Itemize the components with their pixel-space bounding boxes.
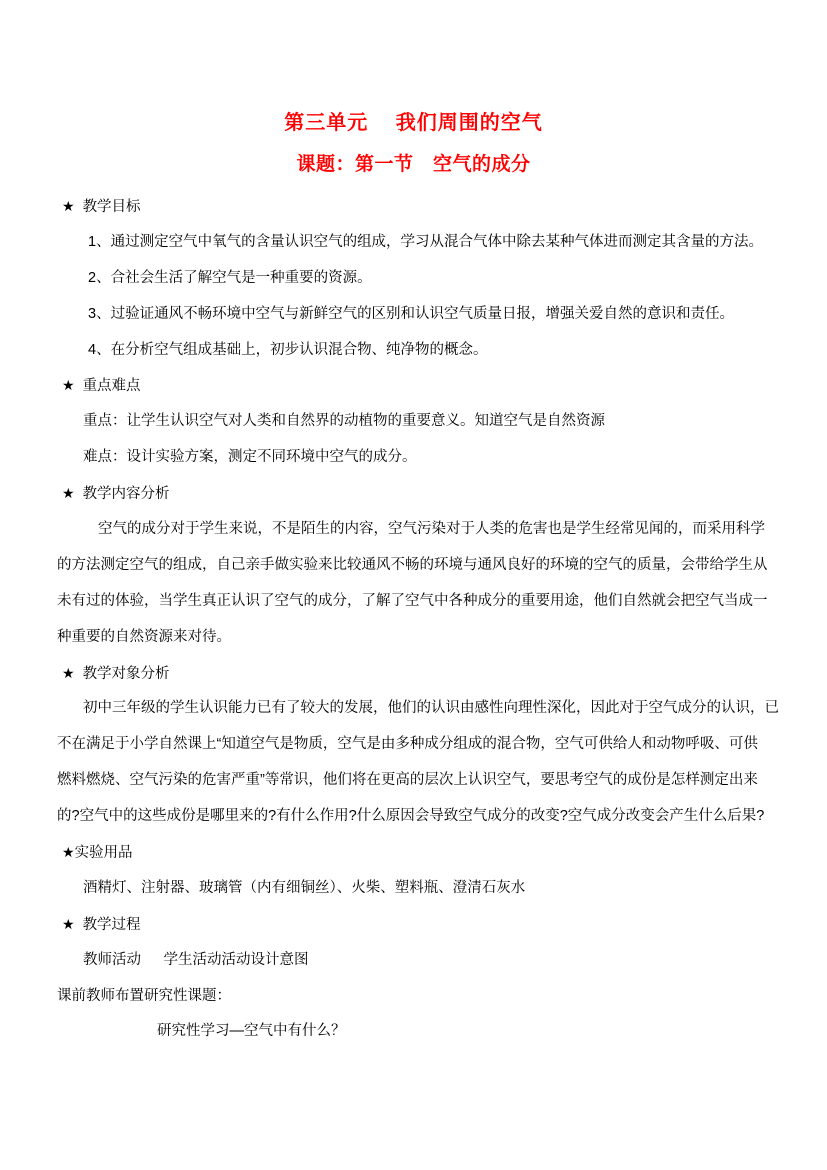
section-heading-key-difficult — [57, 368, 769, 404]
content-analysis-line-4: 种重要的自然资源来对待。 — [57, 628, 231, 645]
section-heading-learner-analysis — [57, 656, 769, 692]
learner-analysis-line-3: 燃料燃烧、空气污染的危害严重”等常识，他们将在更高的层次上认识空气，要思考空气的成份是怎样测定出来 — [57, 772, 758, 789]
unit-title: 第三单元 我们周围的空气 — [284, 112, 543, 134]
heading-text: 教学过程 — [82, 916, 141, 933]
star-bullet-icon: ★ — [62, 485, 75, 502]
heading-text: 教学对象分析 — [82, 665, 170, 682]
section-heading-content-analysis — [57, 476, 769, 512]
section-heading-process — [57, 907, 769, 943]
materials-line: 酒精灯、注射器、玻璃管（内有细铜丝）、火柴、塑料瓶、澄清石灰水 — [83, 879, 526, 896]
star-bullet-icon: ★ — [62, 377, 75, 394]
heading-text: 教学目标 — [82, 199, 141, 215]
heading-text: 重点难点 — [82, 378, 141, 395]
content-analysis-line-1: 空气的成分对于学生来说，不是陌生的内容，空气污染对于人类的危害也是学生经常见闻的，而采用科学 — [98, 521, 765, 538]
objective-item-1: 1、通过测定空气中氧气的含量认识空气的组成，学习从混合气体中除去某种气体进而测定其含量的方法。 — [88, 233, 764, 250]
star-bullet-icon: ★ — [62, 915, 75, 932]
section-heading-materials — [57, 835, 769, 871]
star-bullet-icon: ★ — [62, 664, 75, 681]
objective-item-2: 2、合社会生活了解空气是一种重要的资源。 — [88, 269, 372, 286]
heading-text: 实验用品 — [74, 845, 133, 862]
key-point-line: 重点：让学生认识空气对人类和自然界的动植物的重要意义。知道空气是自然资源 — [83, 413, 605, 430]
learner-analysis-line-2: 不在满足于小学自然课上“知道空气是物质，空气是由多种成分组成的混合物，空气可供给人和动物呼吸、可供 — [57, 736, 758, 753]
section-heading-objectives — [57, 189, 769, 225]
star-bullet-icon: ★ — [62, 198, 75, 214]
document-body — [57, 189, 779, 1050]
pre-class-line: 课前教师布置研究性课题： — [57, 987, 231, 1004]
lesson-title: 课题：第一节 空气的成分 — [296, 154, 531, 175]
difficult-point-line: 难点：设计实验方案，测定不同环境中空气的成分。 — [83, 449, 417, 466]
objective-item-4: 4、在分析空气组成基础上，初步认识混合物、纯净物的概念。 — [88, 341, 488, 358]
content-analysis-line-2: 的方法测定空气的组成，自己亲手做实验来比较通风不畅的环境与通风良好的环境的空气的质量，会带给学生从 — [57, 556, 768, 573]
heading-text: 教学内容分析 — [82, 486, 170, 503]
star-bullet-icon: ★ — [62, 844, 75, 861]
objective-item-3: 3、过验证通风不畅环境中空气与新鲜空气的区别和认识空气质量日报，增强关爱自然的意识和责任。 — [88, 305, 735, 322]
content-analysis-line-3: 未有过的体验，当学生真正认识了空气的成分，了解了空气中各种成分的重要用途，他们自然就会把空气当成一 — [57, 592, 768, 609]
activity-header-line: 教师活动 学生活动活动设计意图 — [83, 951, 309, 968]
research-topic-line: 研究性学习—空气中有什么？ — [157, 1023, 346, 1040]
learner-analysis-line-4: 的?空气中的这些成份是哪里来的?有什么作用?什么原因会导致空气成分的改变?空气成分改变会产生什么后果? — [57, 808, 765, 825]
learner-analysis-line-1: 初中三年级的学生认识能力已有了较大的发展，他们的认识由感性向理性深化，因此对于空气成分的认识，已 — [83, 700, 779, 717]
